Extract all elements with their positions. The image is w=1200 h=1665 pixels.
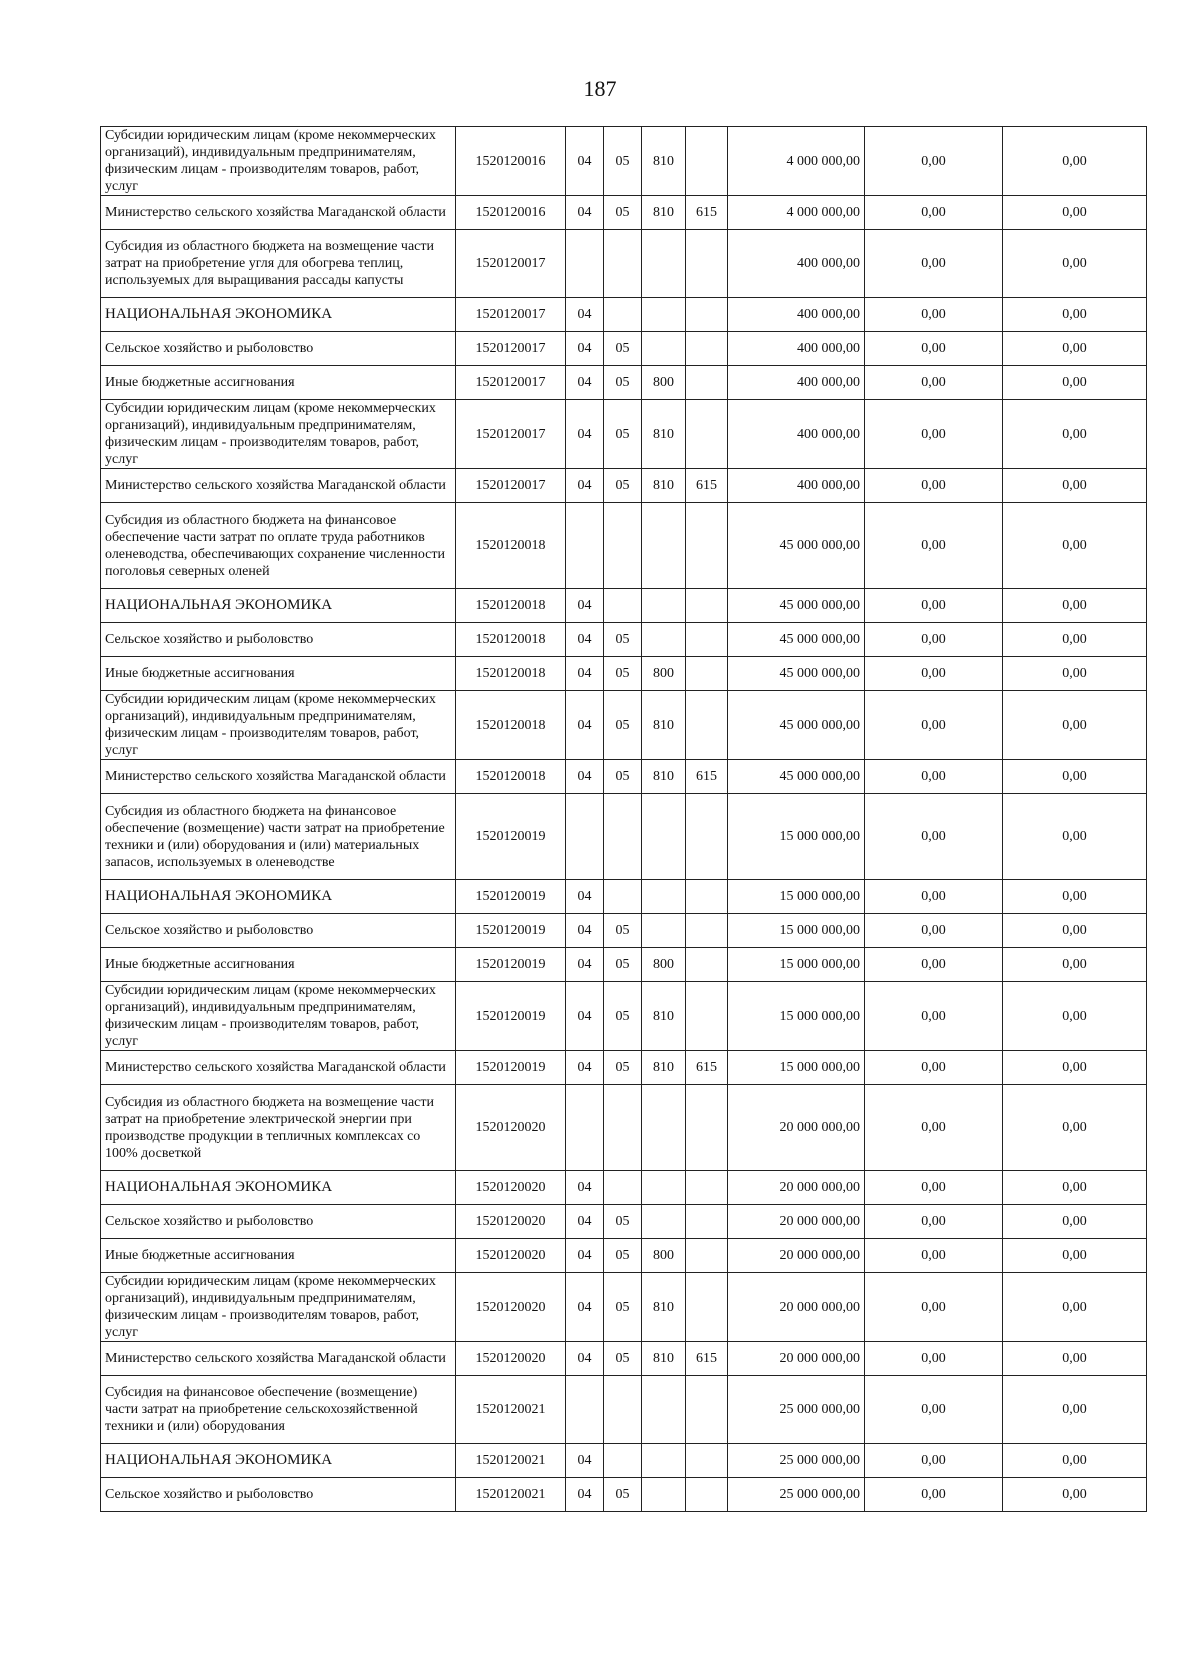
amount-year-1: 15 000 000,00 xyxy=(728,948,865,982)
target-code: 1520120020 xyxy=(456,1239,566,1273)
target-code: 1520120018 xyxy=(456,589,566,623)
administrator-code: 615 xyxy=(686,1342,728,1376)
amount-year-2: 0,00 xyxy=(865,1171,1003,1205)
amount-year-1: 20 000 000,00 xyxy=(728,1085,865,1171)
subsection-code xyxy=(604,794,642,880)
subsection-code: 05 xyxy=(604,1273,642,1342)
section-code: 04 xyxy=(566,127,604,196)
amount-year-3: 0,00 xyxy=(1003,366,1147,400)
amount-year-1: 20 000 000,00 xyxy=(728,1273,865,1342)
expense-type-code: 810 xyxy=(642,1342,686,1376)
expense-type-code xyxy=(642,1085,686,1171)
amount-year-1: 400 000,00 xyxy=(728,230,865,298)
row-name: Субсидии юридическим лицам (кроме некоммерческих организаций), индивидуальным предпринимателям, физическим лицам - производителям товаров, работ, услуг xyxy=(101,127,456,196)
amount-year-2: 0,00 xyxy=(865,1273,1003,1342)
administrator-code xyxy=(686,623,728,657)
row-name: Субсидия из областного бюджета на возмещение части затрат на приобретение угля для обогрева теплиц, используемых для выращивания рассады капусты xyxy=(101,230,456,298)
amount-year-1: 20 000 000,00 xyxy=(728,1342,865,1376)
administrator-code xyxy=(686,1478,728,1512)
amount-year-1: 20 000 000,00 xyxy=(728,1205,865,1239)
section-code xyxy=(566,503,604,589)
row-name: НАЦИОНАЛЬНАЯ ЭКОНОМИКА xyxy=(101,880,456,914)
amount-year-1: 45 000 000,00 xyxy=(728,760,865,794)
amount-year-2: 0,00 xyxy=(865,469,1003,503)
table-row xyxy=(101,469,1147,503)
target-code: 1520120021 xyxy=(456,1444,566,1478)
section-code xyxy=(566,230,604,298)
subsection-code xyxy=(604,503,642,589)
amount-year-3: 0,00 xyxy=(1003,1444,1147,1478)
expense-type-code: 800 xyxy=(642,366,686,400)
expense-type-code: 810 xyxy=(642,1273,686,1342)
amount-year-1: 4 000 000,00 xyxy=(728,196,865,230)
amount-year-3: 0,00 xyxy=(1003,623,1147,657)
target-code: 1520120021 xyxy=(456,1478,566,1512)
amount-year-2: 0,00 xyxy=(865,589,1003,623)
row-name: Министерство сельского хозяйства Магаданской области xyxy=(101,1051,456,1085)
table-row xyxy=(101,196,1147,230)
amount-year-2: 0,00 xyxy=(865,880,1003,914)
expense-type-code xyxy=(642,880,686,914)
subsection-code: 05 xyxy=(604,691,642,760)
subsection-code: 05 xyxy=(604,982,642,1051)
amount-year-3: 0,00 xyxy=(1003,1239,1147,1273)
section-code: 04 xyxy=(566,760,604,794)
amount-year-1: 400 000,00 xyxy=(728,298,865,332)
expense-type-code xyxy=(642,794,686,880)
section-code xyxy=(566,794,604,880)
amount-year-1: 4 000 000,00 xyxy=(728,127,865,196)
subsection-code: 05 xyxy=(604,127,642,196)
table-row xyxy=(101,982,1147,1051)
amount-year-1: 25 000 000,00 xyxy=(728,1376,865,1444)
table-row xyxy=(101,589,1147,623)
subsection-code xyxy=(604,230,642,298)
expense-type-code xyxy=(642,1444,686,1478)
administrator-code: 615 xyxy=(686,760,728,794)
amount-year-3: 0,00 xyxy=(1003,948,1147,982)
amount-year-1: 45 000 000,00 xyxy=(728,623,865,657)
row-name: Иные бюджетные ассигнования xyxy=(101,657,456,691)
table-row xyxy=(101,1444,1147,1478)
amount-year-2: 0,00 xyxy=(865,794,1003,880)
amount-year-3: 0,00 xyxy=(1003,794,1147,880)
subsection-code xyxy=(604,1171,642,1205)
administrator-code xyxy=(686,914,728,948)
section-code: 04 xyxy=(566,1273,604,1342)
administrator-code xyxy=(686,794,728,880)
expense-type-code xyxy=(642,332,686,366)
amount-year-2: 0,00 xyxy=(865,400,1003,469)
subsection-code: 05 xyxy=(604,1205,642,1239)
row-name: Субсидия из областного бюджета на возмещение части затрат на приобретение электрической энергии при производстве продукции в тепличных комплексах со 100% досветкой xyxy=(101,1085,456,1171)
page-number: 187 xyxy=(583,76,617,101)
expense-type-code xyxy=(642,230,686,298)
section-code: 04 xyxy=(566,298,604,332)
section-code: 04 xyxy=(566,1171,604,1205)
section-code: 04 xyxy=(566,469,604,503)
row-name: Министерство сельского хозяйства Магаданской области xyxy=(101,469,456,503)
amount-year-2: 0,00 xyxy=(865,127,1003,196)
amount-year-1: 45 000 000,00 xyxy=(728,657,865,691)
expense-type-code xyxy=(642,298,686,332)
amount-year-2: 0,00 xyxy=(865,1478,1003,1512)
amount-year-1: 400 000,00 xyxy=(728,469,865,503)
amount-year-1: 15 000 000,00 xyxy=(728,982,865,1051)
expense-type-code: 810 xyxy=(642,1051,686,1085)
subsection-code: 05 xyxy=(604,657,642,691)
amount-year-2: 0,00 xyxy=(865,657,1003,691)
amount-year-1: 15 000 000,00 xyxy=(728,914,865,948)
administrator-code xyxy=(686,1444,728,1478)
amount-year-3: 0,00 xyxy=(1003,1376,1147,1444)
amount-year-3: 0,00 xyxy=(1003,1205,1147,1239)
amount-year-3: 0,00 xyxy=(1003,400,1147,469)
amount-year-2: 0,00 xyxy=(865,1342,1003,1376)
subsection-code xyxy=(604,298,642,332)
row-name: Субсидии юридическим лицам (кроме некоммерческих организаций), индивидуальным предпринимателям, физическим лицам - производителям товаров, работ, услуг xyxy=(101,400,456,469)
amount-year-2: 0,00 xyxy=(865,196,1003,230)
section-code: 04 xyxy=(566,589,604,623)
target-code: 1520120016 xyxy=(456,196,566,230)
amount-year-2: 0,00 xyxy=(865,1444,1003,1478)
amount-year-2: 0,00 xyxy=(865,623,1003,657)
section-code: 04 xyxy=(566,1239,604,1273)
section-code: 04 xyxy=(566,332,604,366)
amount-year-1: 15 000 000,00 xyxy=(728,880,865,914)
amount-year-2: 0,00 xyxy=(865,1085,1003,1171)
table-row xyxy=(101,230,1147,298)
subsection-code xyxy=(604,589,642,623)
section-code: 04 xyxy=(566,1051,604,1085)
amount-year-2: 0,00 xyxy=(865,1376,1003,1444)
administrator-code xyxy=(686,1171,728,1205)
administrator-code xyxy=(686,1273,728,1342)
administrator-code: 615 xyxy=(686,469,728,503)
amount-year-3: 0,00 xyxy=(1003,298,1147,332)
row-name: Сельское хозяйство и рыболовство xyxy=(101,914,456,948)
amount-year-2: 0,00 xyxy=(865,503,1003,589)
amount-year-2: 0,00 xyxy=(865,366,1003,400)
table-row xyxy=(101,691,1147,760)
expense-type-code: 810 xyxy=(642,760,686,794)
table-row xyxy=(101,880,1147,914)
amount-year-2: 0,00 xyxy=(865,1051,1003,1085)
target-code: 1520120018 xyxy=(456,623,566,657)
expense-type-code xyxy=(642,1376,686,1444)
administrator-code: 615 xyxy=(686,196,728,230)
administrator-code xyxy=(686,657,728,691)
amount-year-3: 0,00 xyxy=(1003,1171,1147,1205)
target-code: 1520120017 xyxy=(456,400,566,469)
subsection-code: 05 xyxy=(604,366,642,400)
amount-year-2: 0,00 xyxy=(865,948,1003,982)
expense-type-code: 810 xyxy=(642,127,686,196)
row-name: Сельское хозяйство и рыболовство xyxy=(101,1205,456,1239)
table-row xyxy=(101,332,1147,366)
amount-year-3: 0,00 xyxy=(1003,503,1147,589)
amount-year-3: 0,00 xyxy=(1003,982,1147,1051)
target-code: 1520120019 xyxy=(456,1051,566,1085)
expense-type-code xyxy=(642,589,686,623)
administrator-code xyxy=(686,948,728,982)
target-code: 1520120020 xyxy=(456,1342,566,1376)
administrator-code xyxy=(686,230,728,298)
administrator-code xyxy=(686,332,728,366)
target-code: 1520120017 xyxy=(456,366,566,400)
table-row xyxy=(101,948,1147,982)
amount-year-1: 45 000 000,00 xyxy=(728,691,865,760)
row-name: Министерство сельского хозяйства Магаданской области xyxy=(101,196,456,230)
target-code: 1520120019 xyxy=(456,794,566,880)
amount-year-3: 0,00 xyxy=(1003,1478,1147,1512)
budget-table xyxy=(100,126,1147,1512)
amount-year-3: 0,00 xyxy=(1003,1051,1147,1085)
amount-year-2: 0,00 xyxy=(865,760,1003,794)
target-code: 1520120017 xyxy=(456,332,566,366)
target-code: 1520120019 xyxy=(456,914,566,948)
amount-year-3: 0,00 xyxy=(1003,589,1147,623)
subsection-code: 05 xyxy=(604,400,642,469)
administrator-code xyxy=(686,1205,728,1239)
table-row xyxy=(101,127,1147,196)
row-name: НАЦИОНАЛЬНАЯ ЭКОНОМИКА xyxy=(101,298,456,332)
target-code: 1520120017 xyxy=(456,298,566,332)
amount-year-1: 15 000 000,00 xyxy=(728,794,865,880)
amount-year-3: 0,00 xyxy=(1003,127,1147,196)
amount-year-3: 0,00 xyxy=(1003,691,1147,760)
amount-year-1: 20 000 000,00 xyxy=(728,1171,865,1205)
subsection-code: 05 xyxy=(604,1239,642,1273)
row-name: Министерство сельского хозяйства Магаданской области xyxy=(101,760,456,794)
administrator-code xyxy=(686,400,728,469)
amount-year-2: 0,00 xyxy=(865,691,1003,760)
expense-type-code: 810 xyxy=(642,469,686,503)
section-code: 04 xyxy=(566,196,604,230)
table-row xyxy=(101,1205,1147,1239)
subsection-code: 05 xyxy=(604,332,642,366)
target-code: 1520120021 xyxy=(456,1376,566,1444)
table-row xyxy=(101,914,1147,948)
table-row xyxy=(101,1342,1147,1376)
administrator-code xyxy=(686,982,728,1051)
table-row xyxy=(101,366,1147,400)
administrator-code xyxy=(686,366,728,400)
row-name: Сельское хозяйство и рыболовство xyxy=(101,1478,456,1512)
table-row xyxy=(101,623,1147,657)
amount-year-1: 15 000 000,00 xyxy=(728,1051,865,1085)
expense-type-code xyxy=(642,914,686,948)
row-name: Иные бюджетные ассигнования xyxy=(101,366,456,400)
target-code: 1520120020 xyxy=(456,1085,566,1171)
amount-year-2: 0,00 xyxy=(865,914,1003,948)
table-row xyxy=(101,1478,1147,1512)
subsection-code: 05 xyxy=(604,1478,642,1512)
administrator-code: 615 xyxy=(686,1051,728,1085)
amount-year-2: 0,00 xyxy=(865,332,1003,366)
amount-year-1: 20 000 000,00 xyxy=(728,1239,865,1273)
table-row xyxy=(101,657,1147,691)
target-code: 1520120020 xyxy=(456,1205,566,1239)
expense-type-code xyxy=(642,1478,686,1512)
table-row xyxy=(101,1085,1147,1171)
row-name: Иные бюджетные ассигнования xyxy=(101,1239,456,1273)
section-code: 04 xyxy=(566,880,604,914)
target-code: 1520120017 xyxy=(456,469,566,503)
budget-table-body xyxy=(101,127,1147,1512)
administrator-code xyxy=(686,298,728,332)
amount-year-2: 0,00 xyxy=(865,1205,1003,1239)
amount-year-3: 0,00 xyxy=(1003,1273,1147,1342)
row-name: НАЦИОНАЛЬНАЯ ЭКОНОМИКА xyxy=(101,1444,456,1478)
target-code: 1520120018 xyxy=(456,657,566,691)
expense-type-code: 800 xyxy=(642,1239,686,1273)
target-code: 1520120020 xyxy=(456,1171,566,1205)
row-name: НАЦИОНАЛЬНАЯ ЭКОНОМИКА xyxy=(101,1171,456,1205)
expense-type-code xyxy=(642,623,686,657)
administrator-code xyxy=(686,880,728,914)
amount-year-1: 400 000,00 xyxy=(728,400,865,469)
row-name: Субсидия из областного бюджета на финансовое обеспечение (возмещение) части затрат на приобретение техники и (или) оборудования и (или) материальных запасов, используемых в оленеводстве xyxy=(101,794,456,880)
table-row xyxy=(101,1051,1147,1085)
amount-year-3: 0,00 xyxy=(1003,230,1147,298)
subsection-code: 05 xyxy=(604,1051,642,1085)
target-code: 1520120019 xyxy=(456,948,566,982)
amount-year-1: 25 000 000,00 xyxy=(728,1444,865,1478)
administrator-code xyxy=(686,589,728,623)
row-name: Сельское хозяйство и рыболовство xyxy=(101,332,456,366)
target-code: 1520120019 xyxy=(456,982,566,1051)
expense-type-code: 810 xyxy=(642,691,686,760)
amount-year-3: 0,00 xyxy=(1003,914,1147,948)
administrator-code xyxy=(686,503,728,589)
section-code xyxy=(566,1085,604,1171)
target-code: 1520120018 xyxy=(456,503,566,589)
table-row xyxy=(101,298,1147,332)
amount-year-3: 0,00 xyxy=(1003,1342,1147,1376)
row-name: Субсидия на финансовое обеспечение (возмещение) части затрат на приобретение сельскохозяйственной техники и (или) оборудования xyxy=(101,1376,456,1444)
table-row xyxy=(101,1273,1147,1342)
section-code: 04 xyxy=(566,691,604,760)
section-code: 04 xyxy=(566,623,604,657)
amount-year-2: 0,00 xyxy=(865,1239,1003,1273)
section-code: 04 xyxy=(566,1342,604,1376)
subsection-code: 05 xyxy=(604,948,642,982)
expense-type-code: 810 xyxy=(642,400,686,469)
section-code: 04 xyxy=(566,982,604,1051)
amount-year-1: 400 000,00 xyxy=(728,332,865,366)
section-code: 04 xyxy=(566,1478,604,1512)
subsection-code: 05 xyxy=(604,1342,642,1376)
subsection-code: 05 xyxy=(604,760,642,794)
amount-year-3: 0,00 xyxy=(1003,880,1147,914)
section-code: 04 xyxy=(566,914,604,948)
target-code: 1520120018 xyxy=(456,760,566,794)
amount-year-1: 25 000 000,00 xyxy=(728,1478,865,1512)
target-code: 1520120016 xyxy=(456,127,566,196)
row-name: Министерство сельского хозяйства Магаданской области xyxy=(101,1342,456,1376)
section-code: 04 xyxy=(566,366,604,400)
row-name: Сельское хозяйство и рыболовство xyxy=(101,623,456,657)
expense-type-code: 810 xyxy=(642,196,686,230)
row-name: Субсидии юридическим лицам (кроме некоммерческих организаций), индивидуальным предпринимателям, физическим лицам - производителям товаров, работ, услуг xyxy=(101,982,456,1051)
row-name: НАЦИОНАЛЬНАЯ ЭКОНОМИКА xyxy=(101,589,456,623)
table-row xyxy=(101,760,1147,794)
amount-year-2: 0,00 xyxy=(865,298,1003,332)
subsection-code xyxy=(604,1444,642,1478)
subsection-code: 05 xyxy=(604,196,642,230)
administrator-code xyxy=(686,1376,728,1444)
amount-year-3: 0,00 xyxy=(1003,657,1147,691)
table-row xyxy=(101,1239,1147,1273)
expense-type-code: 800 xyxy=(642,657,686,691)
table-row xyxy=(101,1171,1147,1205)
amount-year-2: 0,00 xyxy=(865,230,1003,298)
subsection-code xyxy=(604,1376,642,1444)
expense-type-code xyxy=(642,503,686,589)
amount-year-1: 400 000,00 xyxy=(728,366,865,400)
amount-year-1: 45 000 000,00 xyxy=(728,503,865,589)
target-code: 1520120020 xyxy=(456,1273,566,1342)
amount-year-2: 0,00 xyxy=(865,982,1003,1051)
section-code xyxy=(566,1376,604,1444)
subsection-code: 05 xyxy=(604,914,642,948)
amount-year-1: 45 000 000,00 xyxy=(728,589,865,623)
amount-year-3: 0,00 xyxy=(1003,332,1147,366)
row-name: Иные бюджетные ассигнования xyxy=(101,948,456,982)
target-code: 1520120018 xyxy=(456,691,566,760)
subsection-code: 05 xyxy=(604,623,642,657)
administrator-code xyxy=(686,1239,728,1273)
amount-year-3: 0,00 xyxy=(1003,1085,1147,1171)
section-code: 04 xyxy=(566,948,604,982)
row-name: Субсидия из областного бюджета на финансовое обеспечение части затрат по оплате труда работников оленеводства, обеспечивающих сохранение численности поголовья северных оленей xyxy=(101,503,456,589)
amount-year-3: 0,00 xyxy=(1003,469,1147,503)
table-row xyxy=(101,503,1147,589)
subsection-code: 05 xyxy=(604,469,642,503)
subsection-code xyxy=(604,1085,642,1171)
amount-year-3: 0,00 xyxy=(1003,760,1147,794)
table-row xyxy=(101,400,1147,469)
administrator-code xyxy=(686,1085,728,1171)
section-code: 04 xyxy=(566,657,604,691)
administrator-code xyxy=(686,691,728,760)
subsection-code xyxy=(604,880,642,914)
target-code: 1520120019 xyxy=(456,880,566,914)
expense-type-code: 810 xyxy=(642,982,686,1051)
administrator-code xyxy=(686,127,728,196)
section-code: 04 xyxy=(566,1205,604,1239)
expense-type-code xyxy=(642,1205,686,1239)
table-row xyxy=(101,794,1147,880)
expense-type-code: 800 xyxy=(642,948,686,982)
expense-type-code xyxy=(642,1171,686,1205)
section-code: 04 xyxy=(566,400,604,469)
row-name: Субсидии юридическим лицам (кроме некоммерческих организаций), индивидуальным предпринимателям, физическим лицам - производителям товаров, работ, услуг xyxy=(101,691,456,760)
section-code: 04 xyxy=(566,1444,604,1478)
target-code: 1520120017 xyxy=(456,230,566,298)
row-name: Субсидии юридическим лицам (кроме некоммерческих организаций), индивидуальным предпринимателям, физическим лицам - производителям товаров, работ, услуг xyxy=(101,1273,456,1342)
amount-year-3: 0,00 xyxy=(1003,196,1147,230)
table-row xyxy=(101,1376,1147,1444)
